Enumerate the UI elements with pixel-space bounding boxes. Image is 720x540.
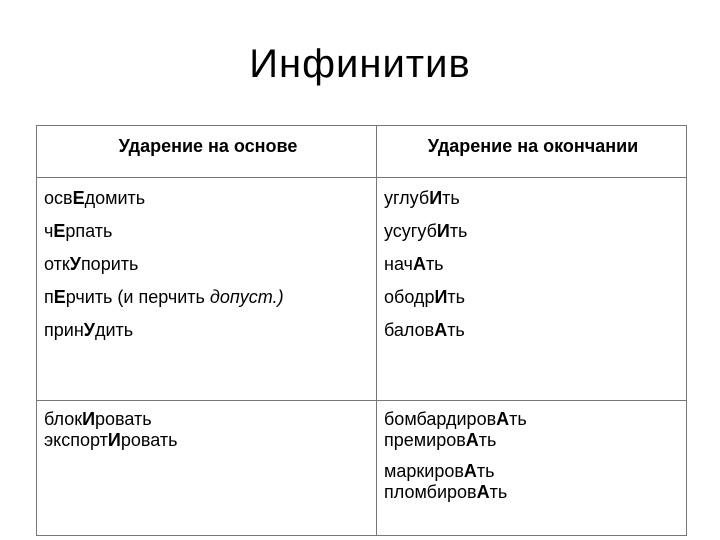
word-item: маркировАть bbox=[384, 461, 495, 481]
ending-stress-words-cell bbox=[377, 178, 687, 401]
stressed-vowel: И bbox=[436, 221, 450, 241]
header-row bbox=[37, 126, 687, 178]
header-ending-label: Ударение на окончании bbox=[427, 136, 639, 156]
word-item: блокИровать bbox=[44, 409, 152, 429]
stem-stress-words-cell bbox=[37, 178, 377, 401]
header-stem-label: Ударение на основе bbox=[118, 136, 298, 156]
word-item: ободрИть bbox=[384, 287, 466, 307]
word-item: откУпорить bbox=[44, 254, 139, 274]
stressed-vowel: И bbox=[434, 287, 448, 307]
stressed-vowel: А bbox=[412, 254, 426, 274]
stressed-vowel: А bbox=[465, 430, 479, 450]
stressed-vowel: И bbox=[429, 188, 443, 208]
word-item: чЕрпать bbox=[44, 221, 113, 241]
stressed-vowel: Е bbox=[72, 188, 85, 208]
header-cell-stem bbox=[37, 126, 377, 178]
stressed-vowel: А bbox=[476, 482, 490, 502]
usage-note: допуст.) bbox=[209, 287, 284, 307]
stressed-vowel: А bbox=[496, 409, 510, 429]
header-cell-ending bbox=[377, 126, 687, 178]
word-item: баловАть bbox=[384, 320, 465, 340]
word-item: начАть bbox=[384, 254, 444, 274]
word-item: углубИть bbox=[384, 188, 460, 208]
stem-stress-words-cell bbox=[37, 401, 377, 536]
stressed-vowel: И bbox=[107, 430, 121, 450]
word-item: пломбировАть bbox=[384, 482, 508, 502]
infinitive-table bbox=[36, 125, 687, 536]
table-row bbox=[37, 401, 687, 536]
word-item: освЕдомить bbox=[44, 188, 146, 208]
word-item: бомбардировАть bbox=[384, 409, 527, 429]
stressed-vowel: Е bbox=[53, 287, 66, 307]
word-item: принУдить bbox=[44, 320, 134, 340]
word-item: усугубИть bbox=[384, 221, 468, 241]
stressed-vowel: А bbox=[434, 320, 448, 340]
word-item: экспортИровать bbox=[44, 430, 178, 450]
stressed-vowel: У bbox=[69, 254, 81, 274]
stressed-vowel: Е bbox=[53, 221, 66, 241]
stressed-vowel: И bbox=[82, 409, 96, 429]
stressed-vowel: А bbox=[463, 461, 477, 481]
table-row bbox=[37, 178, 687, 401]
word-item: премировАть bbox=[384, 430, 497, 450]
ending-stress-words-cell bbox=[377, 401, 687, 536]
page-title: Инфинитив bbox=[249, 42, 471, 86]
stressed-vowel: У bbox=[83, 320, 95, 340]
word-item: пЕрчить (и перчить допуст.) bbox=[44, 287, 284, 307]
